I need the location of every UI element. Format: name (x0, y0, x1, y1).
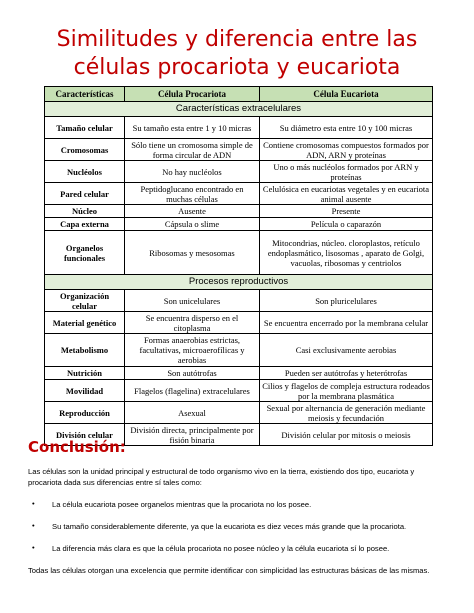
conclusion-heading: Conclusión: (28, 438, 126, 456)
cell-eukaryote: Su diámetro esta entre 10 y 100 micras (260, 117, 433, 139)
header-characteristics: Características (45, 87, 125, 102)
conclusion-bullet: Su tamaño considerablemente diferente, ya que la eucariota es diez veces más grande que la procariota. (52, 522, 407, 531)
bullet-marker: • (32, 499, 35, 508)
table-row (45, 117, 433, 139)
conclusion-closing: Todas las células otorgan una excelencia que permite identificar con simplicidad las estructuras básicas de las mismas. (28, 566, 430, 575)
conclusion-bullet: La diferencia más clara es que la célula procariota no posee núcleo y la célula eucariota sí lo posee. (52, 544, 390, 553)
row-label: Capa externa (45, 218, 125, 231)
table-row (45, 139, 433, 161)
table-row (45, 205, 433, 218)
cell-prokaryote: División directa, principalmente por fisión binaria (125, 424, 260, 446)
cell-eukaryote: Sexual por alternancia de generación mediante meiosis y fecundación (260, 402, 433, 424)
table-row (45, 334, 433, 367)
cell-prokaryote: No hay nucléolos (125, 161, 260, 183)
cell-eukaryote: Mitocondrias, núcleo. cloroplastos, retículo endoplasmático, lisosomas , aparato de Golgi, vacuolas, ribosomas y centriolos (260, 231, 433, 275)
row-label: Metabolismo (45, 334, 125, 367)
table-row (45, 290, 433, 312)
header-prokaryote: Célula Procariota (125, 87, 260, 102)
title-line-1: Similitudes y diferencia entre las (56, 27, 418, 52)
row-label: Reproducción (45, 402, 125, 424)
section-title: Características extracelulares (45, 102, 433, 117)
row-label: Material genético (45, 312, 125, 334)
row-label: Núcleo (45, 205, 125, 218)
comparison-table (44, 86, 433, 446)
cell-eukaryote: Presente (260, 205, 433, 218)
row-label: Nucléolos (45, 161, 125, 183)
bullet-marker: • (32, 543, 35, 552)
section-title: Procesos reproductivos (45, 275, 433, 290)
cell-eukaryote: Cilios y flagelos de compleja estructura rodeados por la membrana plasmática (260, 380, 433, 402)
table-row (45, 380, 433, 402)
table-row (45, 367, 433, 380)
cell-eukaryote: Se encuentra encerrado por la membrana celular (260, 312, 433, 334)
row-label: División celular (45, 424, 125, 446)
table-header-row (45, 87, 433, 102)
cell-eukaryote: Contiene cromosomas compuestos formados por ADN, ARN y proteínas (260, 139, 433, 161)
cell-prokaryote: Formas anaerobias estrictas, facultativas, microaerofílicas y aerobias (125, 334, 260, 367)
cell-prokaryote: Su tamaño esta entre 1 y 10 micras (125, 117, 260, 139)
title-line-2: células procariota y eucariota (73, 55, 401, 80)
row-label: Pared celular (45, 183, 125, 205)
row-label: Cromosomas (45, 139, 125, 161)
header-eukaryote: Célula Eucariota (260, 87, 433, 102)
table-row (45, 312, 433, 334)
table-row (45, 231, 433, 275)
cell-prokaryote: Cápsula o slime (125, 218, 260, 231)
cell-prokaryote: Ausente (125, 205, 260, 218)
cell-prokaryote: Flagelos (flagelina) extracelulares (125, 380, 260, 402)
cell-prokaryote: Peptidoglucano encontrado en muchas células (125, 183, 260, 205)
cell-eukaryote: Casi exclusivamente aerobias (260, 334, 433, 367)
table-row (45, 183, 433, 205)
cell-eukaryote: Uno o más nucléolos formados por ARN y proteínas (260, 161, 433, 183)
cell-eukaryote: Son pluricelulares (260, 290, 433, 312)
section-row-reproductive (45, 275, 433, 290)
document-title (0, 26, 474, 82)
bullet-marker: • (32, 521, 35, 530)
row-label: Organelos funcionales (45, 231, 125, 275)
conclusion-bullet: La célula eucariota posee organelos mientras que la procariota no los posee. (52, 500, 312, 509)
conclusion-intro: Las células son la unidad principal y estructural de todo organismo vivo en la tierra, existiendo dos tipo, eucariota y procariota dada sus diferencias entre sí tales como: (28, 467, 415, 487)
row-label: Movilidad (45, 380, 125, 402)
cell-prokaryote: Ribosomas y mesosomas (125, 231, 260, 275)
row-label: Tamaño celular (45, 117, 125, 139)
cell-eukaryote: División celular por mitosis o meiosis (260, 424, 433, 446)
table-row (45, 161, 433, 183)
cell-eukaryote: Pueden ser autótrofas y heterótrofas (260, 367, 433, 380)
row-label: Nutrición (45, 367, 125, 380)
cell-eukaryote: Celulósica en eucariotas vegetales y en eucariota animal ausente (260, 183, 433, 205)
cell-prokaryote: Asexual (125, 402, 260, 424)
cell-prokaryote: Son autótrofas (125, 367, 260, 380)
section-row-extracellular (45, 102, 433, 117)
cell-prokaryote: Son unicelulares (125, 290, 260, 312)
cell-prokaryote: Sólo tiene un cromosoma simple de forma circular de ADN (125, 139, 260, 161)
row-label: Organización celular (45, 290, 125, 312)
cell-prokaryote: Se encuentra disperso en el citoplasma (125, 312, 260, 334)
table-row (45, 402, 433, 424)
table-row (45, 218, 433, 231)
cell-eukaryote: Película o caparazón (260, 218, 433, 231)
